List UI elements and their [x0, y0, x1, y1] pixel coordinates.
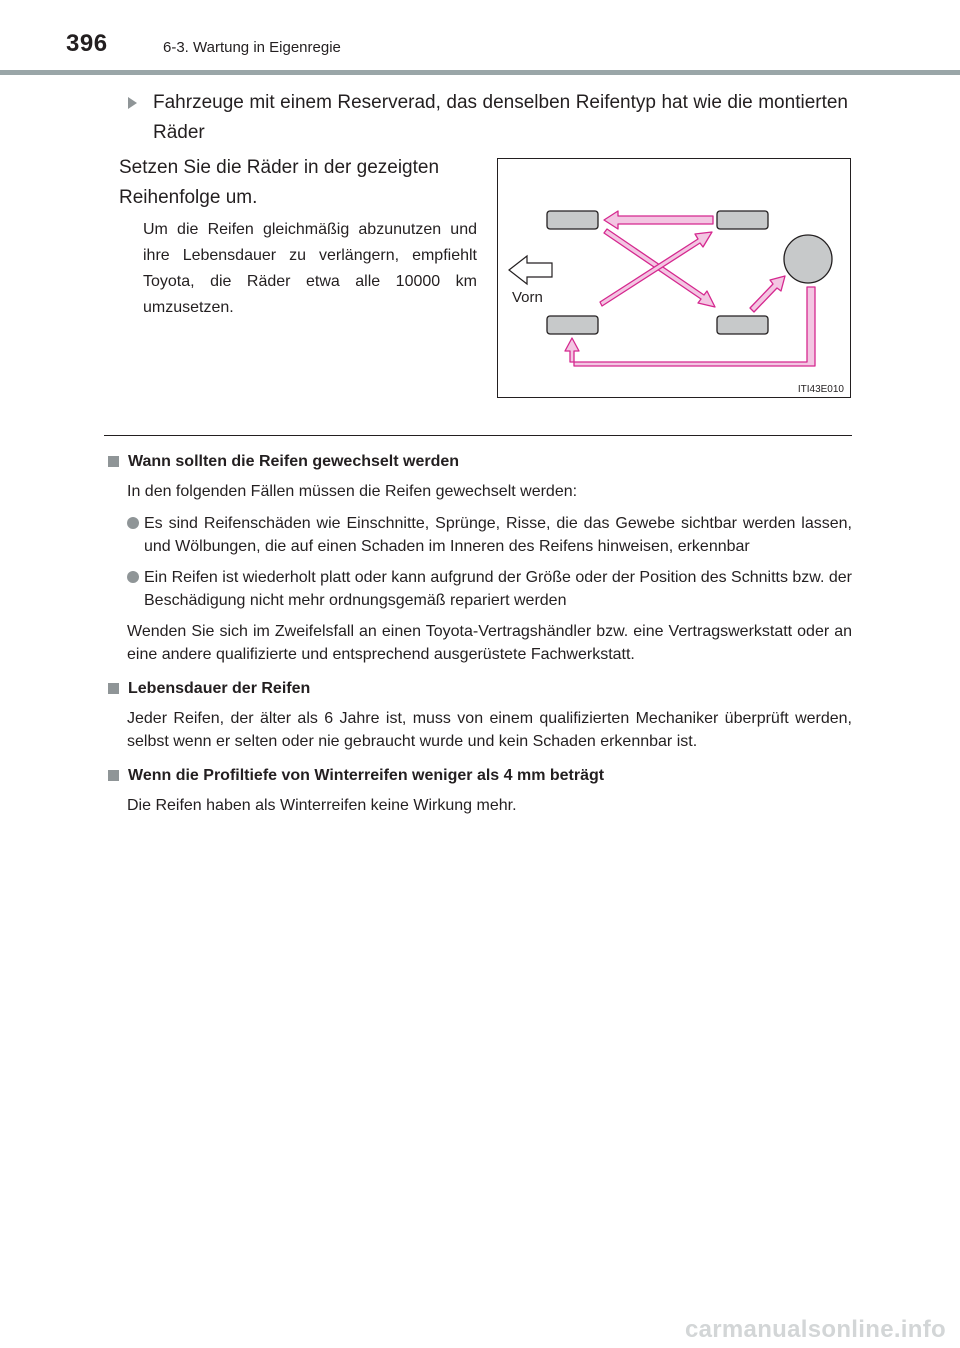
square-bullet-icon	[108, 456, 119, 467]
front-right-tire	[717, 211, 768, 229]
note-heading	[106, 450, 852, 473]
rear-left-tire	[547, 316, 598, 334]
note-tire-life	[106, 677, 852, 753]
notes-section	[106, 450, 852, 828]
rotation-instruction: Setzen Sie die Räder in der gezeigten Reihenfolge um.	[119, 157, 440, 208]
note-text: Jeder Reifen, der älter als 6 Jahre ist, muss von einem qualifizierten Mechaniker überprüft werden, selbst wenn er selten oder nie gebraucht wurde und kein Schaden erkennbar ist.	[127, 710, 852, 750]
list-item	[127, 566, 852, 612]
tire-rotation-svg	[498, 159, 852, 399]
rotation-arrow-spare-to-rl	[565, 287, 815, 366]
section-title: 6-3. Wartung in Eigenregie	[163, 39, 341, 56]
note-heading	[106, 764, 852, 787]
note-body	[106, 707, 852, 753]
note-when-to-replace	[106, 450, 852, 666]
front-left-tire	[547, 211, 598, 229]
note-body	[106, 480, 852, 666]
section-divider	[104, 435, 852, 436]
note-heading-text: Wenn die Profiltiefe von Winterreifen weniger als 4 mm beträgt	[128, 767, 605, 784]
rotation-explanation: Um die Reifen gleichmäßig abzunutzen und ihre Lebensdauer zu verlängern, empfiehlt Toyota, die Räder etwa alle 10000 km umzusetzen.	[143, 221, 477, 316]
circle-bullet-icon	[127, 571, 139, 583]
front-label: Vorn	[512, 289, 543, 306]
header-rule	[0, 70, 960, 75]
spare-tire	[784, 235, 832, 283]
note-body	[106, 794, 852, 817]
note-winter-tires	[106, 764, 852, 817]
page-number: 396	[66, 30, 108, 57]
note-heading	[106, 677, 852, 700]
rotation-bullet-text: Fahrzeuge mit einem Reserverad, das denselben Reifentyp hat wie die montierten Räder	[153, 92, 848, 143]
note-closing: Wenden Sie sich im Zweifelsfall an einen Toyota-Vertragshändler bzw. eine Vertragswerkstatt oder an eine andere qualifizierte und entsprechend ausgerüstete Fachwerkstatt.	[127, 623, 852, 663]
rear-right-tire	[717, 316, 768, 334]
rotation-bullet-heading	[128, 88, 848, 148]
damage-list	[127, 512, 852, 612]
list-item	[127, 512, 852, 558]
square-bullet-icon	[108, 770, 119, 781]
tire-rotation-diagram	[497, 158, 851, 398]
rotation-arrow-fr-to-fl	[604, 211, 713, 229]
note-text: Die Reifen haben als Winterreifen keine Wirkung mehr.	[127, 797, 517, 814]
rotation-arrow-rr-to-spare	[750, 276, 785, 312]
list-item-text: Ein Reifen ist wiederholt platt oder kann aufgrund der Größe oder der Position des Schnitts bzw. der Beschädigung nicht mehr ordnungsgemäß repariert werden	[144, 569, 852, 609]
note-heading-text: Lebensdauer der Reifen	[128, 680, 311, 697]
watermark-text: carmanualsonline.info	[684, 1316, 946, 1343]
circle-bullet-icon	[127, 517, 139, 529]
front-direction-arrow	[509, 256, 552, 284]
list-item-text: Es sind Reifenschäden wie Einschnitte, Sprünge, Risse, die das Gewebe sichtbar werden lassen, und Wölbungen, die auf einen Schaden im Inneren des Reifens hinweisen, erkennbar	[144, 515, 852, 555]
note-intro: In den folgenden Fällen müssen die Reifen gewechselt werden:	[127, 483, 578, 500]
figure-code: ITI43E010	[797, 384, 844, 395]
triangle-bullet-icon	[128, 97, 137, 109]
square-bullet-icon	[108, 683, 119, 694]
note-heading-text: Wann sollten die Reifen gewechselt werden	[128, 453, 460, 470]
